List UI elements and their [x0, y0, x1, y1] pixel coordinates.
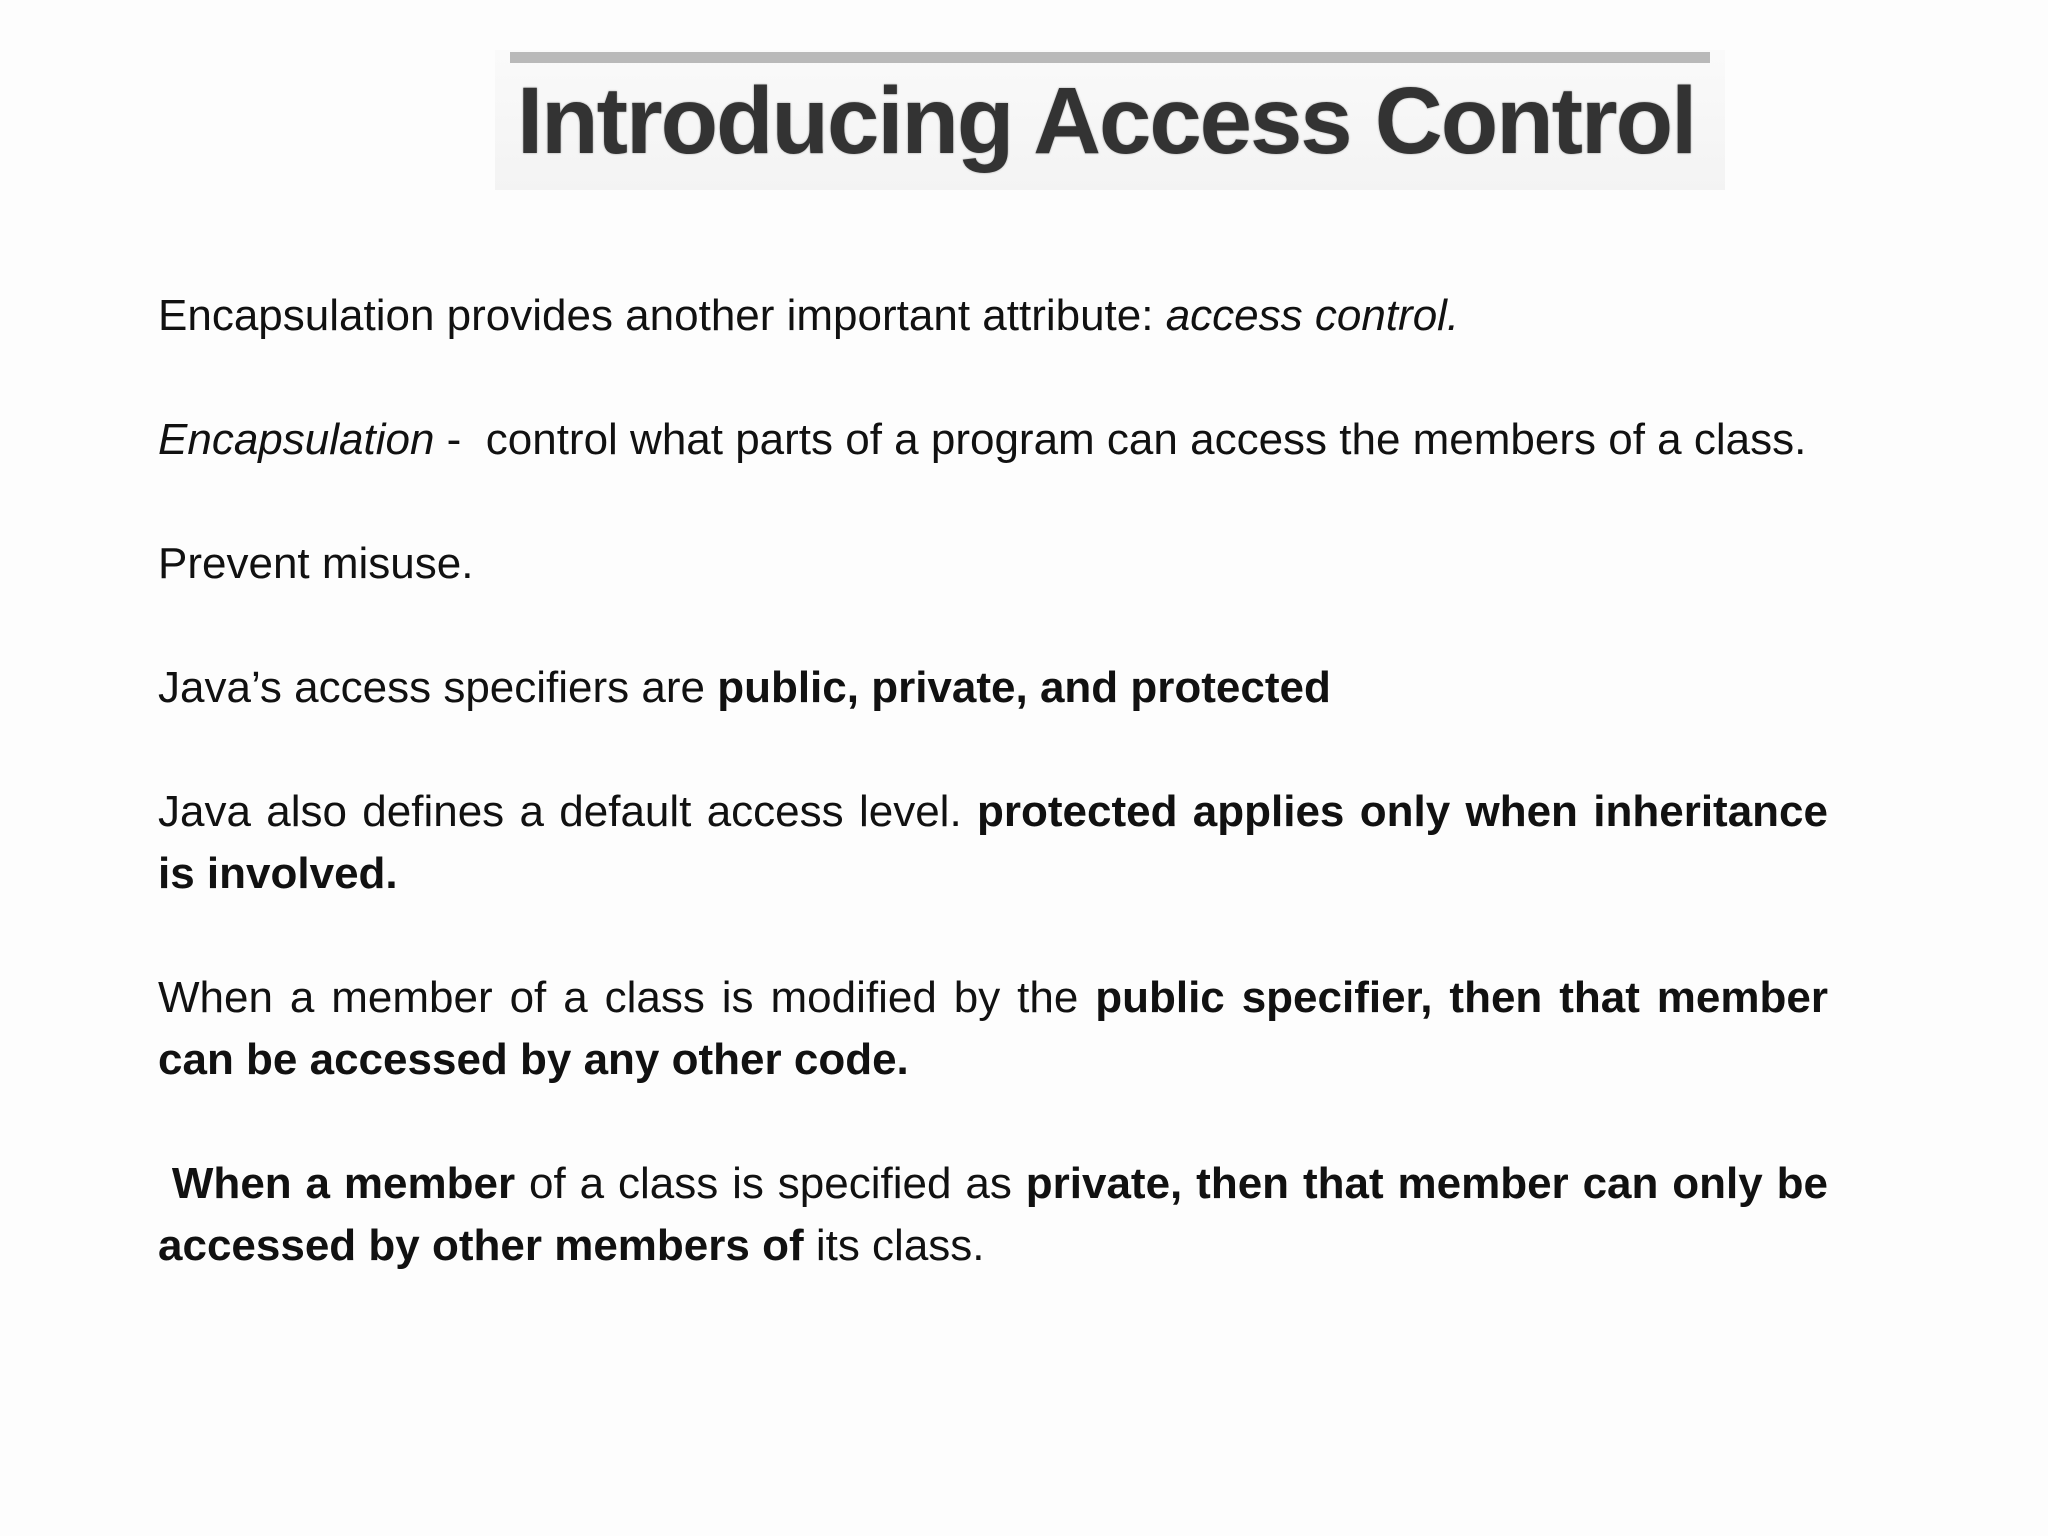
- paragraph-encapsulation: [158, 409, 1828, 471]
- paragraph-access-control: [158, 285, 1828, 347]
- text-run-bold: public, private, and protected: [717, 663, 1331, 712]
- text-run: Java also defines a default access level.: [158, 787, 977, 836]
- paragraph-access-specifiers: [158, 657, 1828, 719]
- slide-title: Introducing Access Control: [517, 68, 1696, 174]
- text-run-italic: Encapsulation: [158, 415, 435, 464]
- paragraph-prevent-misuse: [158, 533, 1828, 595]
- text-run: - control what parts of a program can access the members of a class.: [434, 415, 1807, 464]
- title-banner: [495, 50, 1725, 190]
- paragraph-public-specifier: [158, 967, 1828, 1091]
- paragraph-private-specifier: [158, 1153, 1841, 1277]
- text-run: When a member of a class is modified by the: [158, 973, 1096, 1022]
- text-run: Java’s access specifiers are: [158, 663, 718, 712]
- text-run-bold: When a member: [158, 1159, 516, 1208]
- text-run-italic: access control.: [1165, 291, 1460, 340]
- paragraph-default-access: [158, 781, 1828, 905]
- text-run-bold: protected applies only when inheritance is involved.: [158, 787, 1828, 898]
- slide-body: [158, 285, 1841, 1339]
- text-run: its class.: [803, 1221, 985, 1270]
- text-run-bold: private, then that member can only be accessed by other members of: [158, 1159, 1841, 1270]
- text-run-bold: public specifier, then that member can be accessed by any other code.: [158, 973, 1828, 1084]
- text-run: Encapsulation provides another important attribute:: [158, 291, 1166, 340]
- text-run: Prevent misuse.: [158, 539, 474, 588]
- text-run: of a class is specified as: [515, 1159, 1026, 1208]
